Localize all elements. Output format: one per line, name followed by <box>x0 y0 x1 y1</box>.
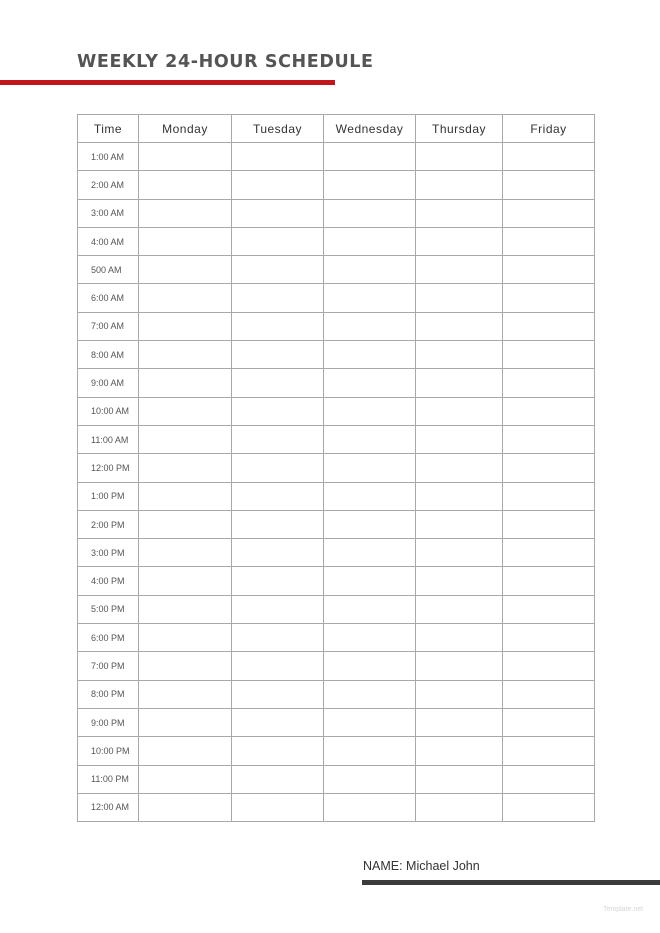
slot-cell-tuesday[interactable] <box>232 624 324 652</box>
table-row <box>78 765 595 793</box>
time-cell: 10:00 PM <box>78 737 139 765</box>
slot-cell-wednesday[interactable] <box>324 341 416 369</box>
slot-cell-tuesday[interactable] <box>232 482 324 510</box>
slot-cell-thursday[interactable] <box>416 510 503 538</box>
slot-cell-tuesday[interactable] <box>232 539 324 567</box>
time-cell: 2:00 AM <box>78 171 139 199</box>
table-row <box>78 341 595 369</box>
slot-cell-friday[interactable] <box>503 737 595 765</box>
header-thursday: Thursday <box>416 115 503 143</box>
table-row <box>78 397 595 425</box>
table-row <box>78 482 595 510</box>
slot-cell-thursday[interactable] <box>416 539 503 567</box>
time-cell: 6:00 AM <box>78 284 139 312</box>
slot-cell-thursday[interactable] <box>416 680 503 708</box>
slot-cell-wednesday[interactable] <box>324 737 416 765</box>
slot-cell-monday[interactable] <box>139 624 232 652</box>
slot-cell-friday[interactable] <box>503 567 595 595</box>
slot-cell-thursday[interactable] <box>416 737 503 765</box>
slot-cell-thursday[interactable] <box>416 482 503 510</box>
slot-cell-monday[interactable] <box>139 765 232 793</box>
table-row <box>78 539 595 567</box>
slot-cell-wednesday[interactable] <box>324 624 416 652</box>
slot-cell-monday[interactable] <box>139 652 232 680</box>
header-friday: Friday <box>503 115 595 143</box>
slot-cell-friday[interactable] <box>503 482 595 510</box>
slot-cell-thursday[interactable] <box>416 567 503 595</box>
header-time: Time <box>78 115 139 143</box>
slot-cell-monday[interactable] <box>139 227 232 255</box>
table-row <box>78 793 595 821</box>
slot-cell-friday[interactable] <box>503 652 595 680</box>
table-row <box>78 454 595 482</box>
slot-cell-monday[interactable] <box>139 793 232 821</box>
slot-cell-friday[interactable] <box>503 510 595 538</box>
slot-cell-monday[interactable] <box>139 171 232 199</box>
slot-cell-wednesday[interactable] <box>324 708 416 736</box>
header-monday: Monday <box>139 115 232 143</box>
time-cell: 1:00 PM <box>78 482 139 510</box>
slot-cell-wednesday[interactable] <box>324 680 416 708</box>
table-row <box>78 171 595 199</box>
slot-cell-friday[interactable] <box>503 425 595 453</box>
slot-cell-friday[interactable] <box>503 256 595 284</box>
time-cell: 500 AM <box>78 256 139 284</box>
slot-cell-wednesday[interactable] <box>324 369 416 397</box>
slot-cell-thursday[interactable] <box>416 454 503 482</box>
title-underline-bar <box>0 80 335 85</box>
table-row <box>78 256 595 284</box>
slot-cell-thursday[interactable] <box>416 652 503 680</box>
slot-cell-monday[interactable] <box>139 199 232 227</box>
slot-cell-wednesday[interactable] <box>324 425 416 453</box>
time-cell: 6:00 PM <box>78 624 139 652</box>
slot-cell-tuesday[interactable] <box>232 765 324 793</box>
slot-cell-friday[interactable] <box>503 539 595 567</box>
slot-cell-tuesday[interactable] <box>232 454 324 482</box>
slot-cell-thursday[interactable] <box>416 793 503 821</box>
slot-cell-monday[interactable] <box>139 454 232 482</box>
slot-cell-tuesday[interactable] <box>232 425 324 453</box>
slot-cell-thursday[interactable] <box>416 284 503 312</box>
slot-cell-tuesday[interactable] <box>232 737 324 765</box>
time-cell: 8:00 PM <box>78 680 139 708</box>
slot-cell-tuesday[interactable] <box>232 143 324 171</box>
slot-cell-wednesday[interactable] <box>324 256 416 284</box>
slot-cell-wednesday[interactable] <box>324 595 416 623</box>
table-row <box>78 312 595 340</box>
slot-cell-thursday[interactable] <box>416 143 503 171</box>
slot-cell-thursday[interactable] <box>416 341 503 369</box>
time-cell: 4:00 PM <box>78 567 139 595</box>
time-cell: 2:00 PM <box>78 510 139 538</box>
time-cell: 1:00 AM <box>78 143 139 171</box>
time-cell: 11:00 PM <box>78 765 139 793</box>
slot-cell-wednesday[interactable] <box>324 539 416 567</box>
slot-cell-tuesday[interactable] <box>232 708 324 736</box>
slot-cell-monday[interactable] <box>139 737 232 765</box>
slot-cell-tuesday[interactable] <box>232 199 324 227</box>
slot-cell-thursday[interactable] <box>416 312 503 340</box>
slot-cell-tuesday[interactable] <box>232 369 324 397</box>
schedule-body <box>78 143 595 822</box>
time-cell: 12:00 PM <box>78 454 139 482</box>
table-row <box>78 199 595 227</box>
time-cell: 3:00 PM <box>78 539 139 567</box>
slot-cell-monday[interactable] <box>139 680 232 708</box>
slot-cell-tuesday[interactable] <box>232 510 324 538</box>
slot-cell-wednesday[interactable] <box>324 171 416 199</box>
slot-cell-friday[interactable] <box>503 312 595 340</box>
slot-cell-friday[interactable] <box>503 765 595 793</box>
slot-cell-tuesday[interactable] <box>232 567 324 595</box>
slot-cell-friday[interactable] <box>503 624 595 652</box>
time-cell: 8:00 AM <box>78 341 139 369</box>
time-cell: 5:00 PM <box>78 595 139 623</box>
time-cell: 7:00 AM <box>78 312 139 340</box>
name-underline-bar <box>362 880 660 885</box>
time-cell: 12:00 AM <box>78 793 139 821</box>
slot-cell-friday[interactable] <box>503 284 595 312</box>
slot-cell-monday[interactable] <box>139 482 232 510</box>
slot-cell-wednesday[interactable] <box>324 765 416 793</box>
slot-cell-friday[interactable] <box>503 793 595 821</box>
slot-cell-monday[interactable] <box>139 312 232 340</box>
slot-cell-thursday[interactable] <box>416 765 503 793</box>
time-cell: 3:00 AM <box>78 199 139 227</box>
slot-cell-friday[interactable] <box>503 199 595 227</box>
slot-cell-thursday[interactable] <box>416 595 503 623</box>
slot-cell-thursday[interactable] <box>416 708 503 736</box>
time-cell: 9:00 PM <box>78 708 139 736</box>
slot-cell-wednesday[interactable] <box>324 284 416 312</box>
slot-cell-monday[interactable] <box>139 510 232 538</box>
slot-cell-tuesday[interactable] <box>232 652 324 680</box>
slot-cell-friday[interactable] <box>503 708 595 736</box>
slot-cell-wednesday[interactable] <box>324 199 416 227</box>
slot-cell-tuesday[interactable] <box>232 171 324 199</box>
slot-cell-wednesday[interactable] <box>324 227 416 255</box>
slot-cell-friday[interactable] <box>503 143 595 171</box>
slot-cell-wednesday[interactable] <box>324 312 416 340</box>
slot-cell-tuesday[interactable] <box>232 341 324 369</box>
slot-cell-tuesday[interactable] <box>232 680 324 708</box>
table-header-row <box>78 115 595 143</box>
slot-cell-tuesday[interactable] <box>232 595 324 623</box>
slot-cell-thursday[interactable] <box>416 397 503 425</box>
slot-cell-thursday[interactable] <box>416 227 503 255</box>
table-row <box>78 143 595 171</box>
slot-cell-friday[interactable] <box>503 680 595 708</box>
table-row <box>78 567 595 595</box>
slot-cell-tuesday[interactable] <box>232 312 324 340</box>
time-cell: 9:00 AM <box>78 369 139 397</box>
table-row <box>78 369 595 397</box>
slot-cell-wednesday[interactable] <box>324 567 416 595</box>
table-row <box>78 708 595 736</box>
slot-cell-friday[interactable] <box>503 227 595 255</box>
page-title: WEEKLY 24-HOUR SCHEDULE <box>77 52 374 72</box>
slot-cell-thursday[interactable] <box>416 369 503 397</box>
table-row <box>78 680 595 708</box>
slot-cell-monday[interactable] <box>139 256 232 284</box>
slot-cell-tuesday[interactable] <box>232 397 324 425</box>
slot-cell-thursday[interactable] <box>416 199 503 227</box>
time-cell: 7:00 PM <box>78 652 139 680</box>
slot-cell-monday[interactable] <box>139 595 232 623</box>
slot-cell-monday[interactable] <box>139 397 232 425</box>
slot-cell-friday[interactable] <box>503 171 595 199</box>
slot-cell-thursday[interactable] <box>416 256 503 284</box>
table-row <box>78 737 595 765</box>
slot-cell-thursday[interactable] <box>416 171 503 199</box>
slot-cell-thursday[interactable] <box>416 624 503 652</box>
time-cell: 4:00 AM <box>78 227 139 255</box>
table-row <box>78 624 595 652</box>
slot-cell-tuesday[interactable] <box>232 793 324 821</box>
name-label: NAME: Michael John <box>363 859 480 873</box>
slot-cell-wednesday[interactable] <box>324 793 416 821</box>
slot-cell-monday[interactable] <box>139 284 232 312</box>
slot-cell-friday[interactable] <box>503 595 595 623</box>
slot-cell-friday[interactable] <box>503 454 595 482</box>
slot-cell-monday[interactable] <box>139 708 232 736</box>
table-row <box>78 510 595 538</box>
time-cell: 11:00 AM <box>78 425 139 453</box>
time-cell: 10:00 AM <box>78 397 139 425</box>
slot-cell-friday[interactable] <box>503 369 595 397</box>
watermark: Template.net <box>603 906 644 913</box>
slot-cell-monday[interactable] <box>139 341 232 369</box>
slot-cell-tuesday[interactable] <box>232 256 324 284</box>
slot-cell-friday[interactable] <box>503 397 595 425</box>
slot-cell-tuesday[interactable] <box>232 227 324 255</box>
slot-cell-monday[interactable] <box>139 369 232 397</box>
slot-cell-tuesday[interactable] <box>232 284 324 312</box>
schedule-table <box>77 114 595 822</box>
header-wednesday: Wednesday <box>324 115 416 143</box>
slot-cell-monday[interactable] <box>139 539 232 567</box>
slot-cell-monday[interactable] <box>139 567 232 595</box>
slot-cell-wednesday[interactable] <box>324 454 416 482</box>
slot-cell-wednesday[interactable] <box>324 482 416 510</box>
slot-cell-wednesday[interactable] <box>324 397 416 425</box>
slot-cell-friday[interactable] <box>503 341 595 369</box>
table-row <box>78 227 595 255</box>
table-row <box>78 284 595 312</box>
slot-cell-thursday[interactable] <box>416 425 503 453</box>
header-tuesday: Tuesday <box>232 115 324 143</box>
slot-cell-wednesday[interactable] <box>324 652 416 680</box>
slot-cell-wednesday[interactable] <box>324 510 416 538</box>
table-row <box>78 652 595 680</box>
slot-cell-monday[interactable] <box>139 425 232 453</box>
slot-cell-wednesday[interactable] <box>324 143 416 171</box>
table-row <box>78 595 595 623</box>
slot-cell-monday[interactable] <box>139 143 232 171</box>
table-row <box>78 425 595 453</box>
